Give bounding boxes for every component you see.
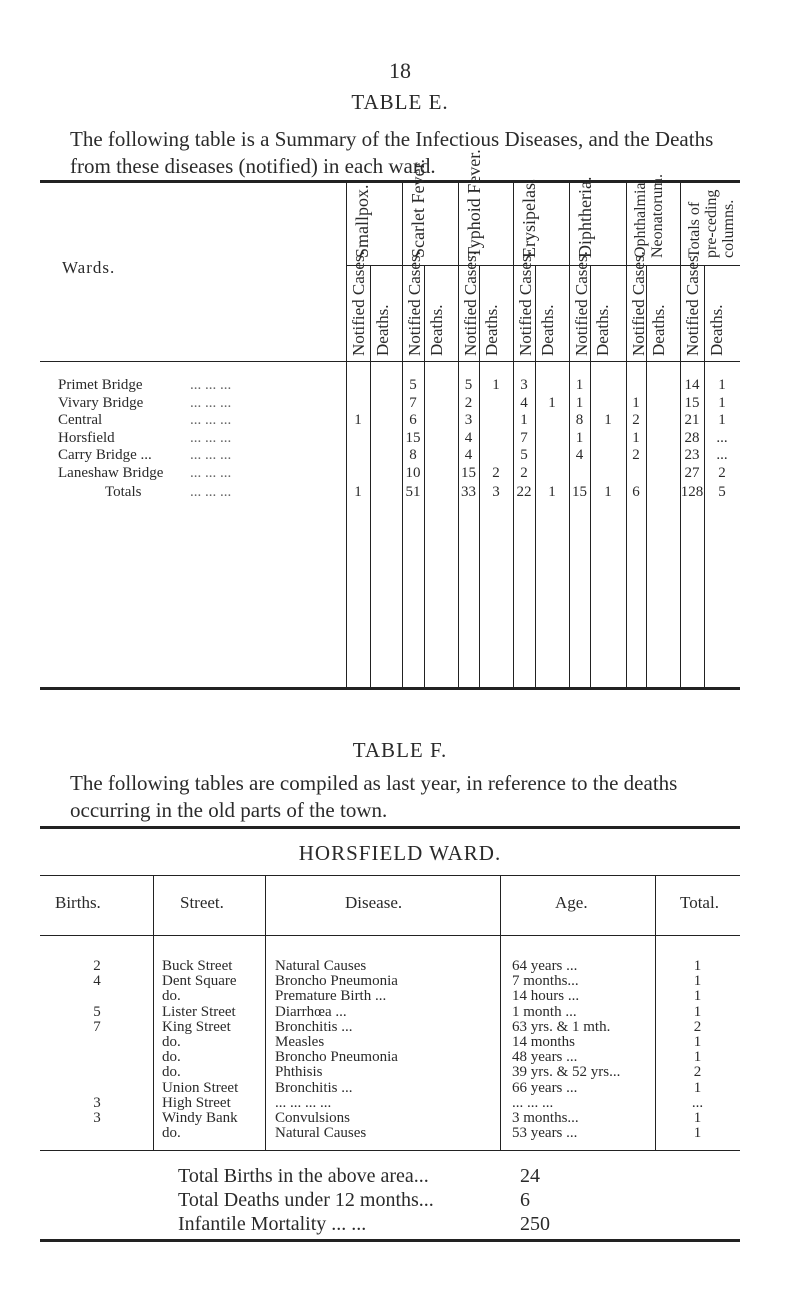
- horsfield-total-cell: 1: [693, 1079, 702, 1096]
- totals-row-cell: 3: [492, 484, 500, 500]
- horsfield-age-cell: 39 yrs. & 52 yrs...: [512, 1064, 621, 1081]
- horsfield-total-cell: 1: [693, 1110, 702, 1126]
- notified-cases-subheader: Notified Cases.: [405, 251, 424, 356]
- disease-header: Scarlet Fever.: [408, 159, 428, 258]
- ward-row-cell: 4: [464, 429, 473, 446]
- table-e-header-rule: [40, 361, 740, 362]
- horsfield-disease-cell: Bronchitis ...: [275, 1079, 353, 1096]
- ward-row-cell: 3: [464, 412, 473, 428]
- ward-row-label: Vivary Bridge: [58, 394, 144, 411]
- totals-row-cell: 22: [516, 484, 532, 500]
- notified-cases-subheader: Notified Cases.: [461, 251, 480, 356]
- e-col-rule-0: [346, 180, 347, 687]
- ward-row-cell: 28: [684, 429, 700, 446]
- horsfield-total-cell: 1: [693, 1125, 702, 1142]
- totals-row-cell: 33: [461, 484, 476, 500]
- ward-row-cell: 1: [575, 377, 584, 393]
- horsfield-disease-cell: Broncho Pneumonia: [275, 973, 398, 990]
- ward-row-cell: 1: [718, 412, 726, 428]
- disease-header: Typhoid Fever.: [464, 149, 484, 258]
- ward-row-cell: 4: [575, 447, 584, 463]
- street-header: Street.: [180, 893, 224, 912]
- summary-label: Total Births in the above area...: [178, 1165, 429, 1187]
- horsfield-street-cell: do.: [162, 988, 181, 1005]
- horsfield-street-cell: Union Street: [162, 1079, 239, 1096]
- ward-row-cell: 2: [632, 412, 640, 428]
- ward-row-cell: ...: [716, 447, 728, 463]
- horsfield-disease-cell: Bronchitis ...: [275, 1018, 353, 1035]
- ward-row-cell: 1: [632, 394, 640, 411]
- ward-row-cell: 15: [684, 394, 700, 411]
- horsfield-births-cell: 3: [93, 1110, 101, 1126]
- notified-cases-subheader: Notified Cases.: [629, 251, 648, 356]
- disease-header: Disease.: [345, 893, 403, 912]
- horsfield-street-cell: do.: [162, 1064, 181, 1081]
- ward-row-cell: 27: [684, 464, 700, 481]
- table-e-title: TABLE E.: [351, 90, 449, 114]
- table-f-header-top-rule: [40, 875, 740, 876]
- totals-row-cell: 15: [572, 484, 587, 500]
- disease-header: Ophthalmia Neonatorum.: [632, 174, 666, 258]
- horsfield-street-cell: do.: [162, 1034, 181, 1050]
- age-header: Age.: [555, 893, 588, 912]
- summary-label: Infantile Mortality ... ...: [178, 1213, 367, 1235]
- table-f-title: TABLE F.: [352, 738, 448, 762]
- horsfield-disease-cell: Natural Causes: [275, 958, 367, 974]
- horsfield-births-cell: 3: [93, 1094, 101, 1111]
- ward-row-cell: 5: [520, 447, 528, 463]
- horsfield-street-cell: Lister Street: [162, 1003, 236, 1020]
- ward-row-cell: 1: [492, 377, 500, 393]
- ward-row-cell: 1: [632, 429, 640, 446]
- ward-row-cell: 1: [575, 394, 584, 411]
- ward-row-cell: 2: [464, 394, 473, 411]
- ward-row-cell: 10: [405, 464, 421, 481]
- horsfield-age-cell: 7 months...: [512, 973, 579, 990]
- disease-header: Erysipelas.: [519, 178, 539, 258]
- ward-row-cell: 2: [492, 464, 500, 481]
- summary-value: 6: [520, 1189, 530, 1211]
- horsfield-age-cell: 48 years ...: [512, 1049, 578, 1066]
- ward-row-cell: 1: [575, 429, 584, 446]
- horsfield-street-cell: Dent Square: [162, 973, 237, 990]
- leader-dots: ... ... ...: [190, 464, 232, 481]
- ward-row-cell: 1: [718, 377, 726, 393]
- horsfield-births-cell: 4: [93, 973, 101, 990]
- ward-row-cell: 6: [409, 412, 417, 428]
- ward-row-cell: 1: [354, 412, 362, 428]
- wards-header: Wards.: [62, 258, 116, 277]
- horsfield-births-cell: 2: [93, 958, 101, 974]
- ward-row-label: Central: [58, 412, 103, 428]
- disease-header: Smallpox.: [352, 184, 372, 258]
- deaths-subheader: Deaths.: [593, 304, 612, 356]
- ward-row-cell: 7: [409, 394, 417, 411]
- ward-row-cell: 15: [405, 429, 421, 446]
- ward-row-label: Laneshaw Bridge: [58, 464, 164, 481]
- totals-row-cell: 1: [354, 484, 362, 500]
- ward-row-label: Horsfield: [58, 429, 115, 446]
- horsfield-total-cell: 2: [693, 1018, 702, 1035]
- horsfield-total-cell: 1: [693, 1049, 702, 1066]
- ward-row-cell: 3: [520, 377, 528, 393]
- totals-row-label: Totals: [105, 484, 142, 500]
- horsfield-disease-cell: Broncho Pneumonia: [275, 1049, 398, 1066]
- notified-cases-subheader: Notified Cases.: [683, 251, 702, 356]
- table-f-top-rule: [40, 826, 740, 829]
- deaths-subheader: Deaths.: [482, 304, 501, 356]
- leader-dots: ... ... ...: [190, 412, 232, 428]
- ward-row-cell: 1: [604, 412, 612, 428]
- totals-row-cell: 1: [604, 484, 612, 500]
- notified-cases-subheader: Notified Cases.: [349, 251, 368, 356]
- deaths-subheader: Deaths.: [538, 304, 557, 356]
- table-f-header-bottom-rule: [40, 935, 740, 936]
- ward-row-cell: 2: [632, 447, 640, 463]
- horsfield-total-cell: 1: [693, 1003, 702, 1020]
- page-number: 18: [389, 58, 411, 83]
- leader-dots: ... ... ...: [190, 394, 232, 411]
- leader-dots: ... ... ...: [190, 484, 232, 500]
- horsfield-ward-title: HORSFIELD WARD.: [298, 841, 502, 865]
- horsfield-age-cell: 14 hours ...: [512, 988, 580, 1005]
- totals-row-cell: 1: [548, 484, 556, 500]
- horsfield-total-cell: 1: [693, 973, 702, 990]
- table-f-bottom-rule: [40, 1150, 740, 1151]
- horsfield-disease-cell: Convulsions: [275, 1110, 351, 1126]
- ward-row-label: Carry Bridge ...: [58, 447, 152, 463]
- ward-row-cell: 4: [520, 394, 528, 411]
- ward-row-cell: 1: [548, 394, 556, 411]
- table-e-bottom-rule: [40, 687, 740, 690]
- ward-row-cell: 1: [520, 412, 528, 428]
- disease-header: Totals of pre-ceding columns.: [686, 189, 737, 258]
- horsfield-street-cell: Buck Street: [162, 958, 233, 974]
- total-header: Total.: [680, 893, 719, 912]
- table-e-intro: The following table is a Summary of the Infectious Diseases, and the Deaths from these diseases (notified) in each ward.: [70, 127, 714, 178]
- horsfield-total-cell: 1: [693, 988, 702, 1005]
- births-header: Births.: [55, 893, 101, 912]
- e-col-rule-1: [370, 265, 371, 687]
- deaths-subheader: Deaths.: [427, 304, 446, 356]
- horsfield-births-cell: 7: [93, 1018, 101, 1035]
- leader-dots: ... ... ...: [190, 447, 232, 463]
- horsfield-disease-cell: Natural Causes: [275, 1125, 367, 1142]
- horsfield-age-cell: 64 years ...: [512, 958, 578, 974]
- ward-row-cell: 2: [718, 464, 726, 481]
- ward-row-cell: 8: [575, 412, 584, 428]
- deaths-subheader: Deaths.: [707, 304, 726, 356]
- totals-row-cell: 5: [718, 484, 726, 500]
- totals-row-cell: 128: [680, 484, 704, 500]
- ward-row-cell: 5: [464, 377, 473, 393]
- horsfield-age-cell: ... ... ...: [512, 1094, 554, 1111]
- horsfield-age-cell: 53 years ...: [512, 1125, 578, 1142]
- horsfield-disease-cell: Measles: [275, 1034, 325, 1050]
- ward-row-cell: 14: [684, 377, 700, 393]
- ward-row-cell: 23: [684, 447, 700, 463]
- summary-label: Total Deaths under 12 months...: [178, 1189, 434, 1211]
- deaths-subheader: Deaths.: [373, 304, 392, 356]
- horsfield-total-cell: 1: [693, 1034, 702, 1050]
- ward-row-cell: 7: [520, 429, 528, 446]
- horsfield-street-cell: do.: [162, 1049, 181, 1066]
- f-col-rule-3: [500, 875, 501, 1150]
- ward-row-label: Primet Bridge: [58, 377, 143, 393]
- ward-row-cell: 1: [718, 394, 726, 411]
- horsfield-disease-cell: Diarrhœa ...: [275, 1003, 347, 1020]
- disease-header: Diphtheria.: [575, 176, 595, 258]
- horsfield-age-cell: 1 month ...: [512, 1003, 577, 1020]
- ward-row-cell: 4: [464, 447, 473, 463]
- notified-cases-subheader: Notified Cases.: [572, 251, 591, 356]
- horsfield-total-cell: 2: [693, 1064, 702, 1081]
- leader-dots: ... ... ...: [190, 377, 232, 393]
- horsfield-street-cell: Windy Bank: [162, 1110, 238, 1126]
- page-bottom-rule: [40, 1239, 740, 1242]
- ward-row-cell: 21: [684, 412, 700, 428]
- f-col-rule-2: [265, 875, 266, 1150]
- leader-dots: ... ... ...: [190, 429, 232, 446]
- table-f-intro: The following tables are compiled as last year, in reference to the deaths occurring in the old parts of the town.: [70, 771, 678, 822]
- horsfield-age-cell: 14 months: [512, 1034, 575, 1050]
- ward-row-cell: 5: [409, 377, 417, 393]
- horsfield-total-cell: 1: [693, 958, 702, 974]
- ward-row-cell: 8: [409, 447, 417, 463]
- horsfield-street-cell: High Street: [162, 1094, 231, 1111]
- ward-row-cell: ...: [716, 429, 728, 446]
- notified-cases-subheader: Notified Cases.: [516, 251, 535, 356]
- horsfield-street-cell: do.: [162, 1125, 181, 1142]
- totals-row-cell: 6: [632, 484, 640, 500]
- horsfield-age-cell: 3 months...: [512, 1110, 579, 1126]
- deaths-subheader: Deaths.: [649, 304, 668, 356]
- horsfield-births-cell: 5: [93, 1003, 101, 1020]
- summary-value: 250: [520, 1213, 550, 1235]
- totals-row-cell: 51: [405, 484, 421, 500]
- horsfield-age-cell: 63 yrs. & 1 mth.: [512, 1018, 611, 1035]
- ward-row-cell: 15: [461, 464, 476, 481]
- ward-row-cell: 2: [520, 464, 528, 481]
- horsfield-street-cell: King Street: [162, 1018, 231, 1035]
- summary-value: 24: [520, 1165, 540, 1187]
- horsfield-age-cell: 66 years ...: [512, 1079, 578, 1096]
- horsfield-disease-cell: ... ... ... ...: [275, 1094, 332, 1111]
- horsfield-disease-cell: Phthisis: [275, 1064, 323, 1081]
- horsfield-total-cell: ...: [691, 1094, 704, 1111]
- horsfield-disease-cell: Premature Birth ...: [275, 988, 387, 1005]
